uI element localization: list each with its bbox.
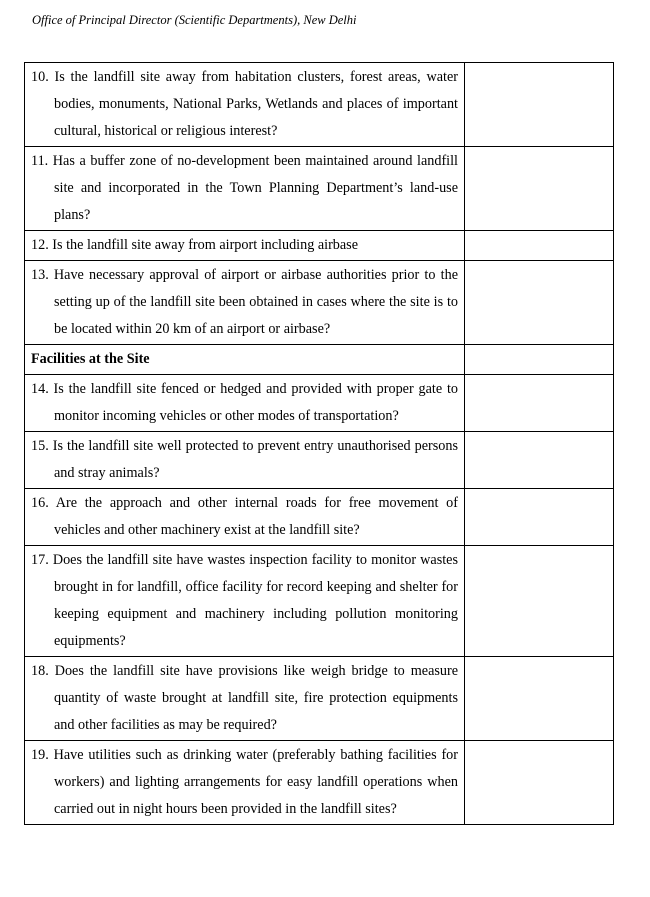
question-cell <box>25 546 465 657</box>
question-text: 18. Does the landfill site have provisions like weigh bridge to measure quantity of waste brought at landfill site, fire protection equipments and other facilities as may be required? <box>31 663 458 733</box>
section-heading-cell <box>25 345 465 375</box>
section-heading: Facilities at the Site <box>31 351 150 367</box>
answer-cell[interactable] <box>465 546 614 657</box>
answer-cell[interactable] <box>465 375 614 432</box>
question-text: 16. Are the approach and other internal roads for free movement of vehicles and other machinery exist at the landfill site? <box>31 495 458 538</box>
table-row <box>25 432 614 489</box>
table-row <box>25 657 614 741</box>
answer-cell[interactable] <box>465 63 614 147</box>
answer-cell[interactable] <box>465 261 614 345</box>
section-row <box>25 345 614 375</box>
question-text: 17. Does the landfill site have wastes inspection facility to monitor wastes brought in for landfill, office facility for record keeping and shelter for keeping equipment and machinery including pollution monitoring equipments? <box>31 552 458 649</box>
question-text: 11. Has a buffer zone of no-development been maintained around landfill site and incorporated in the Town Planning Department’s land-use plans? <box>31 153 458 223</box>
question-text: 14. Is the landfill site fenced or hedged and provided with proper gate to monitor incoming vehicles or other modes of transportation? <box>31 381 458 424</box>
question-cell <box>25 741 465 825</box>
question-cell <box>25 657 465 741</box>
answer-cell[interactable] <box>465 432 614 489</box>
answer-cell[interactable] <box>465 741 614 825</box>
checklist-table <box>24 62 614 825</box>
table-row <box>25 147 614 231</box>
question-cell <box>25 489 465 546</box>
answer-cell[interactable] <box>465 657 614 741</box>
table-row <box>25 375 614 432</box>
question-text: 19. Have utilities such as drinking water (preferably bathing facilities for workers) and lighting arrangements for easy landfill operations when carried out in night hours been provided in the landfill sites? <box>31 747 458 817</box>
table-row <box>25 261 614 345</box>
question-cell <box>25 231 465 261</box>
question-text: 13. Have necessary approval of airport or airbase authorities prior to the setting up of the landfill site been obtained in cases where the site is to be located within 20 km of an airport or airbase? <box>31 267 458 337</box>
table-row <box>25 546 614 657</box>
question-text: 10. Is the landfill site away from habitation clusters, forest areas, water bodies, monuments, National Parks, Wetlands and places of important cultural, historical or religious interest? <box>31 69 458 139</box>
table-row <box>25 489 614 546</box>
answer-cell[interactable] <box>465 345 614 375</box>
table-row <box>25 741 614 825</box>
answer-cell[interactable] <box>465 231 614 261</box>
checklist-body <box>25 63 614 825</box>
table-row <box>25 231 614 261</box>
page-header: Office of Principal Director (Scientific Departments), New Delhi <box>32 13 357 27</box>
question-cell <box>25 63 465 147</box>
question-cell <box>25 147 465 231</box>
question-cell <box>25 261 465 345</box>
table-row <box>25 63 614 147</box>
question-cell <box>25 432 465 489</box>
question-cell <box>25 375 465 432</box>
answer-cell[interactable] <box>465 147 614 231</box>
question-text: 12. Is the landfill site away from airport including airbase <box>31 237 359 253</box>
question-text: 15. Is the landfill site well protected to prevent entry unauthorised persons and stray animals? <box>31 438 458 481</box>
answer-cell[interactable] <box>465 489 614 546</box>
